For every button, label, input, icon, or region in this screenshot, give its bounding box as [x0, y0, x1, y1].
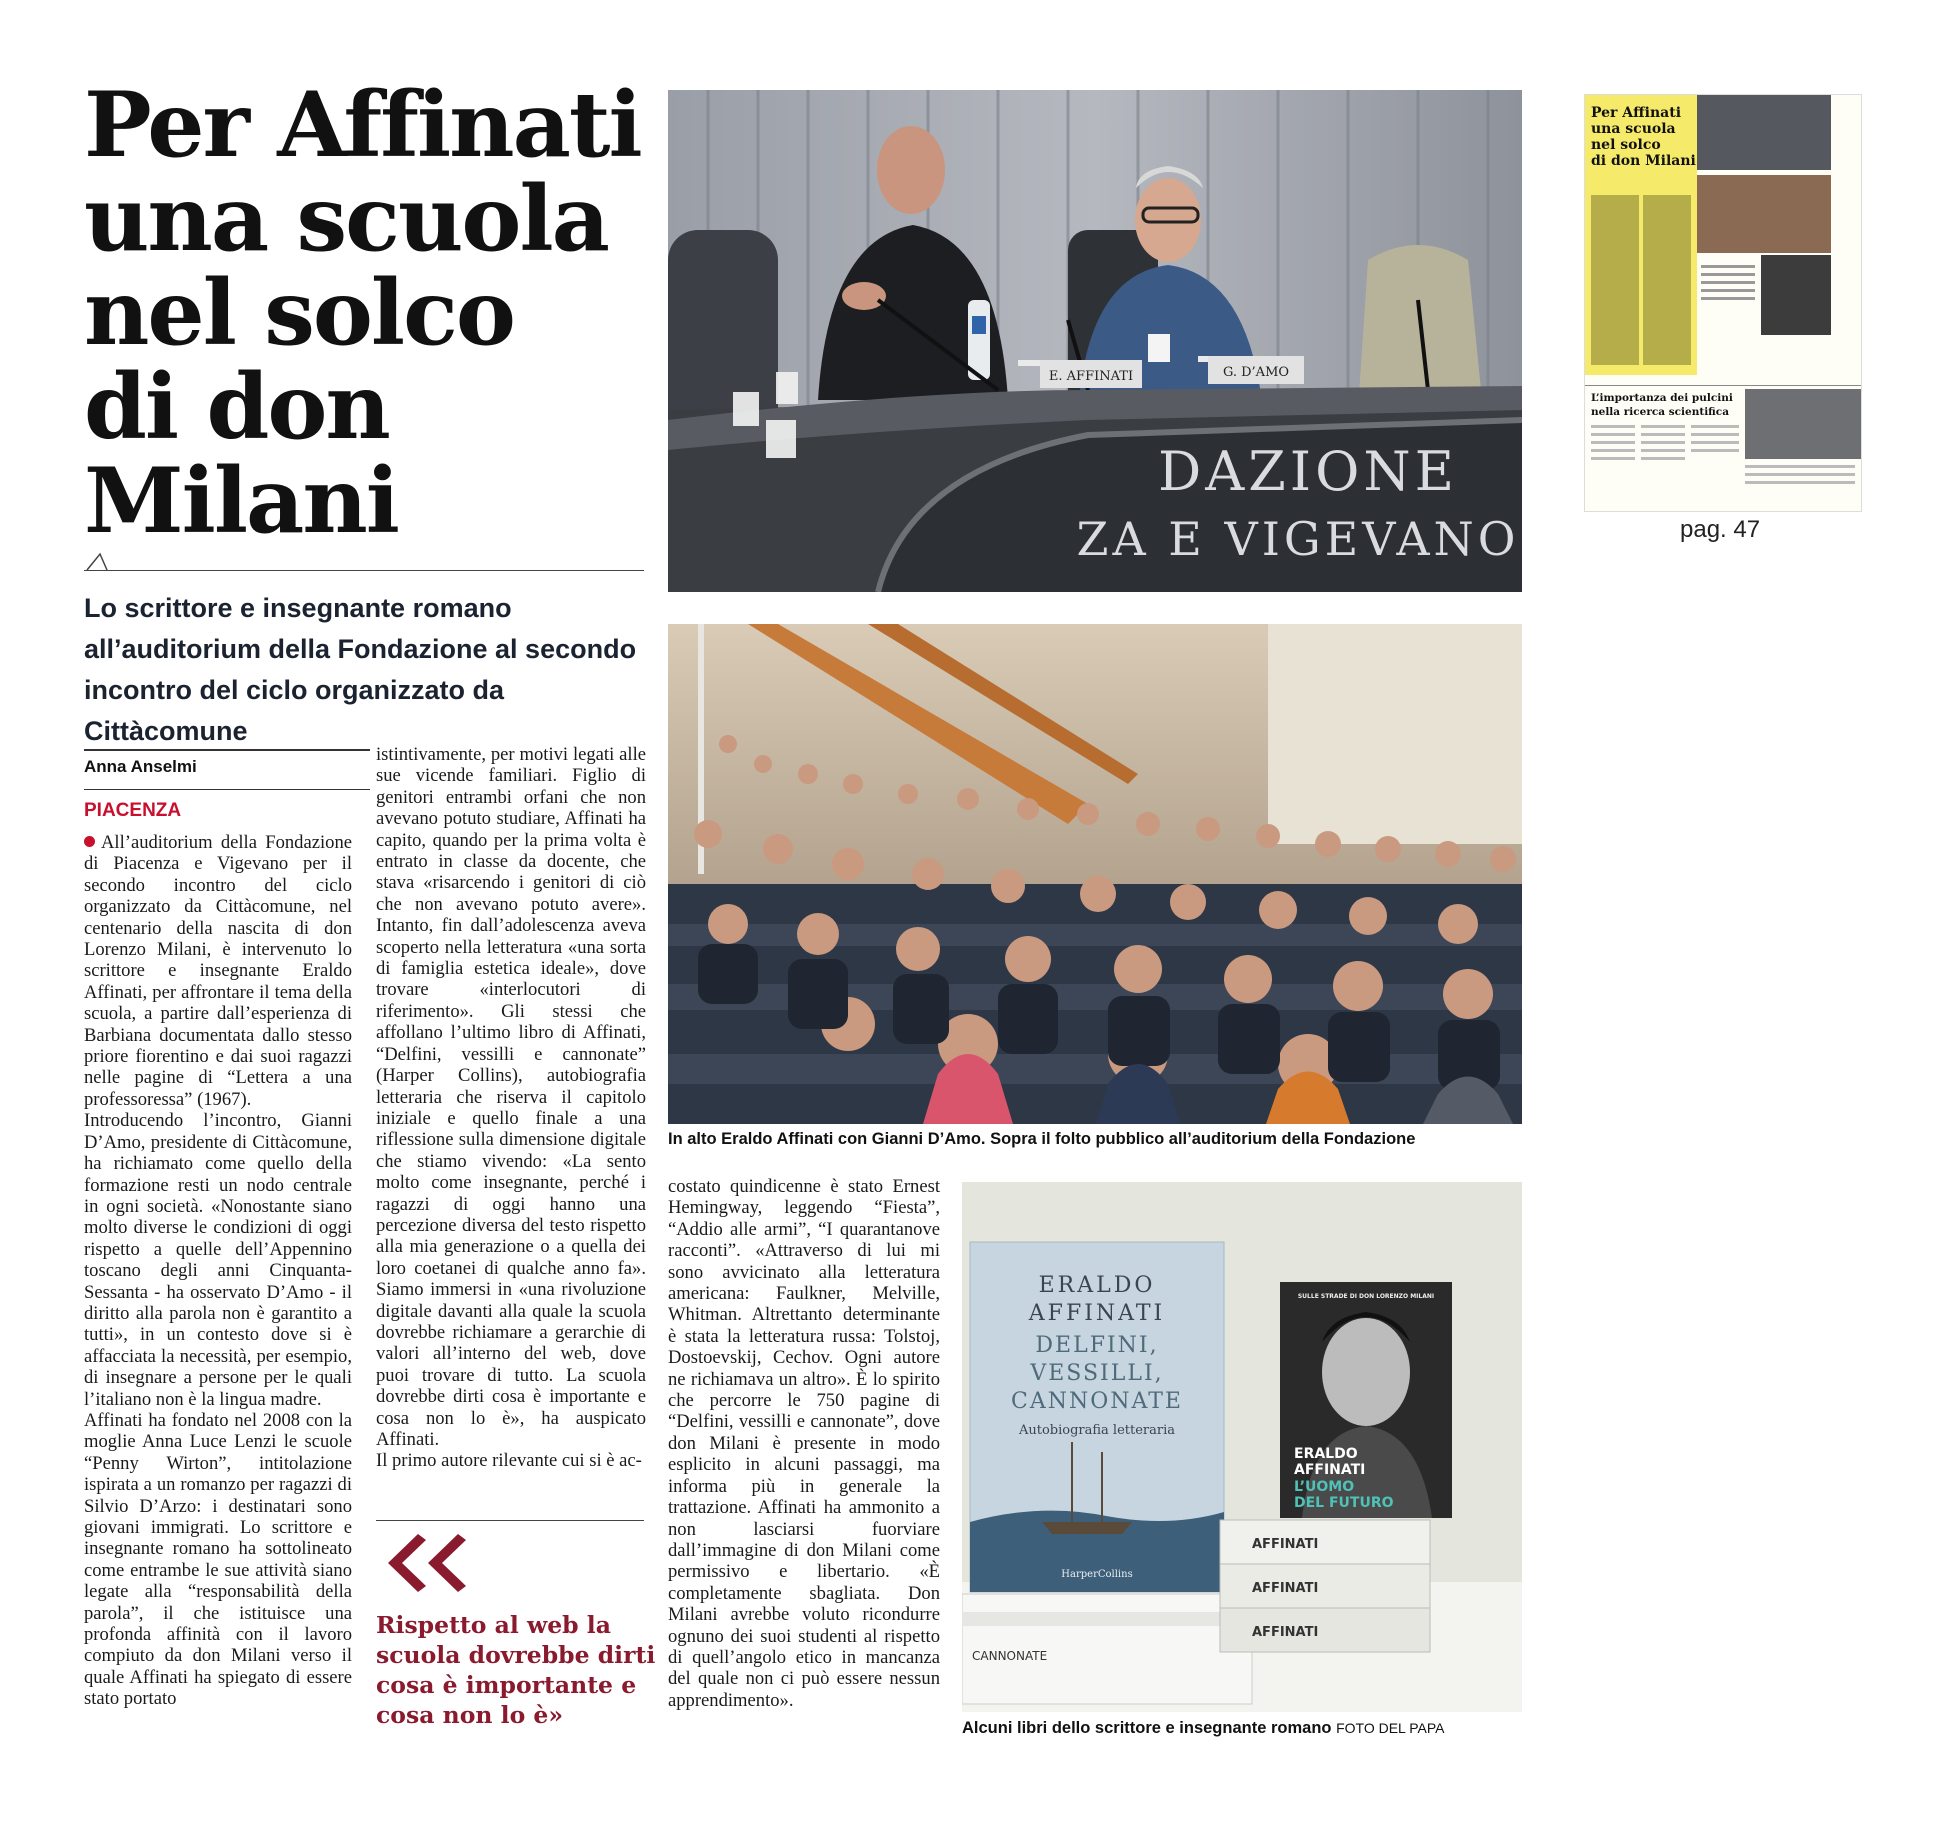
paragraph: Introducendo l’incontro, Gianni D’Amo, presidente di Cittàcomune, ha richiamato come quello della formazione resti un nodo centrale in ogni società. «Nonostante siano molto diverse le condizioni di oggi rispetto a quelle dell’Appennino toscano degli anni Cinquanta-Sessanta - ha osservato D’Amo - il diritto alla parola non è garantito a tutti», in un contesto dove si è affacciata la necessità, per esempio, di insegnare a persone per le quali l’italiano non è la lingua madre.	[84, 1110, 352, 1410]
thumbnail-headline-line: nel solco	[1591, 137, 1661, 153]
page-thumbnail	[1584, 94, 1862, 512]
page-thumbnail-illustration	[1585, 95, 1861, 511]
book-spine-label: AFFINATI	[1252, 1581, 1319, 1596]
thumbnail-headline-line: Per Affinati	[1591, 105, 1682, 121]
thumbnail-second-headline-line: L’importanza dei pulcini	[1591, 392, 1733, 404]
book2-title: DEL FUTURO	[1294, 1495, 1394, 1511]
author-rule	[84, 789, 370, 790]
photo-caption	[962, 1719, 1445, 1738]
photo-caption: In alto Eraldo Affinati con Gianni D’Amo. Sopra il folto pubblico all’auditorium della Fondazione	[668, 1130, 1416, 1148]
paragraph: Il primo autore rilevante cui si è ac-	[376, 1450, 642, 1472]
book2-title: L’UOMO	[1294, 1479, 1355, 1495]
author-rule	[84, 749, 370, 751]
book1-title: DELFINI,	[1035, 1333, 1159, 1358]
dateline: PIACENZA	[84, 800, 182, 821]
book-spine-label: AFFINATI	[1252, 1537, 1319, 1552]
book2-author: AFFINATI	[1294, 1462, 1366, 1478]
photo-audience	[668, 624, 1522, 1124]
book1-publisher: HarperCollins	[1061, 1569, 1133, 1580]
photo-credit: FOTO DEL PAPA	[1336, 1720, 1445, 1736]
headline-line: di don Milani	[84, 354, 398, 554]
audience-illustration	[668, 624, 1522, 1124]
headline-divider	[84, 570, 644, 571]
caption-text: Alcuni libri dello scrittore e insegnante romano	[962, 1719, 1332, 1737]
paragraph: Affinati ha fondato nel 2008 con la moglie Anna Luce Lenzi le scuole “Penny Wirton”, intitolazione ispirata a un romanzo per ragazzi di Silvio D’Arzo: i destinatari sono giovani immigrati. Lo scrittore e insegnante romano ha sottolineato come entrambe le sue attività siano legate alla “responsabilità della parola”, il che istituisce una profonda affinità con il lavoro compiuto da don Milani verso il quale Affinati ha spiegato di essere stato portato	[84, 1409, 352, 1710]
pullquote: Rispetto al web la scuola dovrebbe dirti cosa è importante e cosa non lo è»	[376, 1611, 656, 1729]
paragraph: costato quindicenne è stato Ernest Hemingway, leggendo “Fiesta”, “Addio alle armi”, “I quarantanove racconti”. «Attraverso di lui mi sono avvicinato alla letteratura americana: Faulkner, Melville, Whitman. Altrettanto determinante è stata la letteratura russa: Tolstoj, Dostoevskij, Cechov. Ogni autore ne richiamava un altro». È lo spirito che percorre le 750 pagine di “Delfini, vessilli e cannonate”, dove don Milani è presente in modo esplicito in alcuni passaggi, ma informa più in generale la trattazione. Affinati ha ammonito a non lasciarsi fuorviare dall’immagine di don Milani come permissivo e libertario. «È completamente sbagliata. Don Milani avrebbe voluto ricondurre ognuno dei suoi studenti al rispetto di quell’angolo etico in mancanza del quale non ci può essere nessun apprendimento».	[668, 1176, 940, 1711]
page-reference: pag. 47	[1680, 516, 1761, 543]
podium-lettering: ZA E VIGEVANO	[1076, 512, 1520, 566]
article-column-3	[668, 1176, 940, 1711]
book1-title: VESSILLI,	[1030, 1361, 1164, 1386]
headline-line: nel solco	[84, 260, 514, 366]
book1-author: AFFINATI	[1028, 1301, 1166, 1326]
bullet-dot-icon	[84, 836, 95, 847]
book2-series: SULLE STRADE DI DON LORENZO MILANI	[1297, 1293, 1435, 1300]
book2-author: ERALDO	[1294, 1446, 1358, 1462]
photo-speakers	[668, 90, 1522, 592]
thumbnail-headline-line: una scuola	[1591, 121, 1676, 137]
subheadline-line: incontro del ciclo organizzato da Cittàcomune	[84, 675, 505, 746]
article-subheadline	[84, 588, 654, 752]
article-column-2	[376, 744, 646, 1472]
book1-title: CANNONATE	[1011, 1389, 1183, 1414]
quote-mark-icon	[380, 1532, 470, 1594]
headline-line: Per Affinati	[84, 72, 641, 178]
pullquote-rule	[376, 1520, 644, 1521]
author-byline: Anna Anselmi	[84, 757, 197, 776]
book1-author: ERALDO	[1038, 1273, 1156, 1298]
subheadline-line: Lo scrittore e insegnante romano	[84, 593, 512, 623]
book1-subtitle: Autobiografia letteraria	[1018, 1423, 1176, 1438]
headline-line: una scuola	[84, 166, 608, 272]
speakers-illustration	[668, 90, 1522, 592]
books-illustration	[962, 1182, 1522, 1712]
article-headline	[84, 72, 664, 554]
rule-tick-icon	[86, 551, 108, 571]
book-spine-label: CANNONATE	[972, 1649, 1048, 1663]
paragraph: istintivamente, per motivi legati alle sue vicende familiari. Figlio di genitori entrambi orfani che non avevano potuto studiare, Affinati ha capito, quando per la prima volta è entrato in classe da docente, che stava «risarcendo i genitori di ciò che non avevano potuto avere». Intanto, fin dall’adolescenza aveva scoperto nella letteratura «una sorta di famiglia estetica ideale», dove trovare «interlocutori di riferimento». Gli stessi che affollano l’ultimo libro di Affinati, “Delfini, vessilli e cannonate” (Harper Collins), autobiografia letteraria che riserva il capitolo iniziale e quello finale a una riflessione sulla dimensione digitale che stiamo vivendo: «La sento molto come insegnante, perché i ragazzi di oggi hanno una percezione diversa del testo rispetto alla mia generazione o a quella dei loro coetanei di qualche anno fa». Siamo immersi in «una rivoluzione digitale davanti alla quale la scuola dovrebbe richiamare a gerarchie di valori all’interno del web, dove puoi trovare di tutto. La scuola dovrebbe dirti cosa è importante e cosa non lo è», ha auspicato Affinati.	[376, 744, 646, 1450]
thumbnail-second-headline-line: nella ricerca scientifica	[1591, 406, 1730, 418]
nameplate-left: E. AFFINATI	[1048, 369, 1134, 384]
paragraph: All’auditorium della Fondazione di Piacenza e Vigevano per il secondo incontro del ciclo organizzato da Cittàcomune, nel centenario della nascita di don Lorenzo Milani, è intervenuto lo scrittore e insegnante Eraldo Affinati, per affrontare il tema della scuola, a partire dall’esperienza di Barbiana documentata dallo stesso priore fiorentino e dai suoi ragazzi nelle pagine di “Lettera a una professoressa” (1967).	[84, 832, 352, 1110]
photo-books	[962, 1182, 1522, 1712]
thumbnail-headline-line: di don Milani	[1591, 153, 1696, 169]
podium-lettering: DAZIONE	[1157, 440, 1459, 503]
subheadline-line: all’auditorium della Fondazione al secondo	[84, 634, 637, 664]
nameplate-right: G. D’AMO	[1222, 365, 1290, 380]
article-column-1	[84, 832, 352, 1710]
book-spine-label: AFFINATI	[1252, 1625, 1319, 1640]
